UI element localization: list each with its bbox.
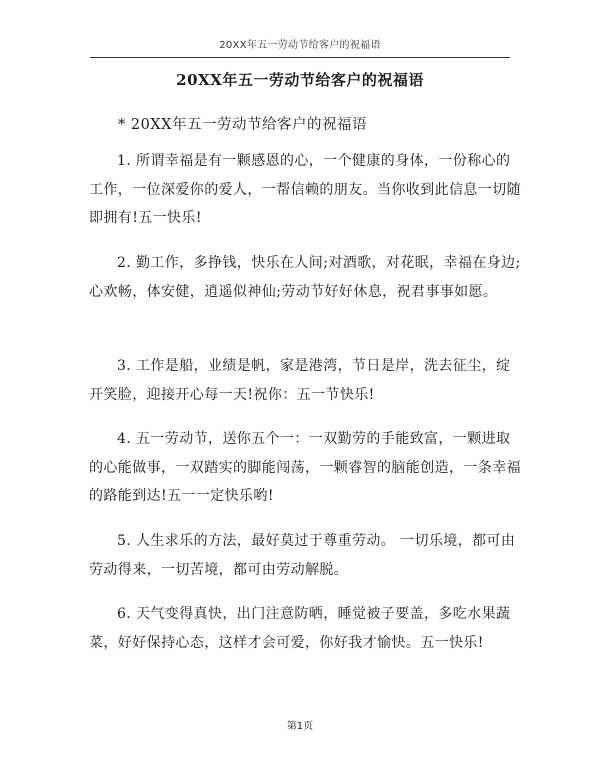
- header-title: 20XX年五一劳动节给客户的祝福语: [219, 40, 381, 51]
- paragraph-5: 5. 人生求乐的方法，最好莫过于尊重劳动。 一切乐境，都可由劳动得来，一切苦境，都可由劳动解脱。: [89, 533, 516, 578]
- paragraph-4: 4. 五一劳动节，送你五个一：一双勤劳的手能致富，一颗进取的心能做事，一双踏实的脚能闯荡，一颗睿智的脑能创造，一条幸福的路能到达!五一一定快乐哟!: [89, 431, 521, 504]
- paragraph-6: 6. 天气变得真快，出门注意防晒，睡觉被子要盖，多吃水果蔬菜，好好保持心态，这样才会可爱，你好我才愉快。五一快乐!: [89, 606, 511, 651]
- page-number: 第1页: [286, 721, 314, 732]
- paragraph-1: 1. 所谓幸福是有一颗感恩的心，一个健康的身体，一份称心的工作，一位深爱你的爱人，一帮信赖的朋友。当你收到此信息一切随即拥有!五一快乐!: [89, 153, 521, 226]
- paragraph-3: 3. 工作是船，业绩是帆，家是港湾，节日是岸，洗去征尘，绽开笑脸，迎接开心每一天!祝你：五一节快乐!: [89, 358, 511, 403]
- document-subtitle: * 20XX年五一劳动节给客户的祝福语: [118, 117, 367, 133]
- paragraph-2: 2. 勤工作，多挣钱，快乐在人间;对酒歌，对花眠，幸福在身边;心欢畅，体安健，逍遥似神仙;劳动节好好休息，祝君事事如愿。: [89, 255, 521, 300]
- page-header: [90, 0, 510, 58]
- document-title: 20XX年五一劳动节给客户的祝福语: [176, 71, 424, 89]
